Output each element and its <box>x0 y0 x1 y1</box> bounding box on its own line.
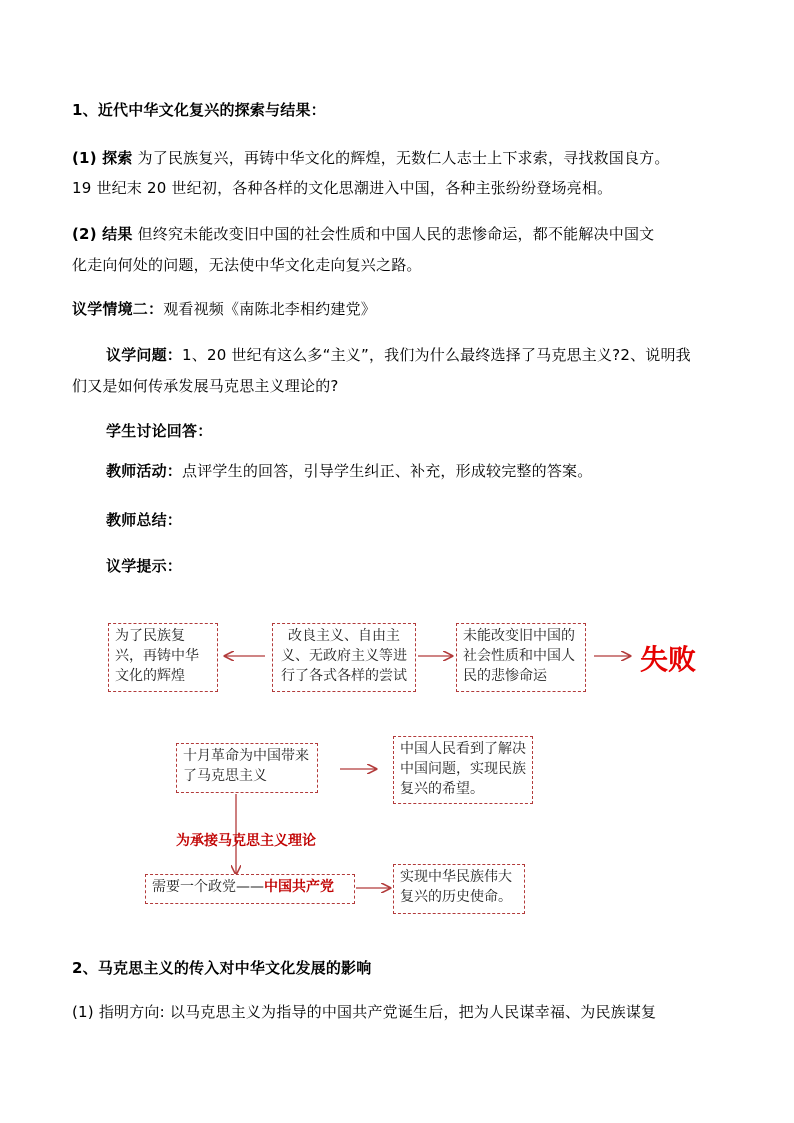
explore-label: (1) 探索 <box>72 149 133 167</box>
hint-label: 议学提示： <box>106 557 183 575</box>
result-label: (2) 结果 <box>72 225 133 243</box>
scenario-label: 议学情境二： <box>72 300 164 318</box>
question-line1: 1、20 世纪有这么多“主义”，我们为什么最终选择了马克思主义?2、说明我 <box>182 346 691 364</box>
box-october-revolution: 十月革命为中国带来了马克思主义 <box>176 743 318 793</box>
section2-item1 <box>72 997 732 1027</box>
explore-line2: 19 世纪末 20 世纪初，各种各样的文化思潮进入中国，各种主张纷纷登场亮相。 <box>72 179 613 197</box>
need-party-prefix: 需要一个政党—— <box>152 879 264 895</box>
discussion-label: 学生讨论回答： <box>106 422 213 440</box>
mid-label: 为承接马克思主义理论 <box>176 833 316 849</box>
box-various-attempts: 改良主义、自由主义、无政府主义等进行了各式各样的尝试 <box>272 623 416 692</box>
section1-heading: 1、近代中华文化复兴的探索与结果： <box>72 101 326 119</box>
fail-label: 失败 <box>640 643 697 676</box>
section2-heading: 2、马克思主义的传入对中华文化发展的影响 <box>72 959 372 977</box>
question-line2: 们又是如何传承发展马克思主义理论的? <box>72 377 339 395</box>
scenario-text: 观看视频《南陈北李相约建党》 <box>163 300 377 318</box>
teacher-activity-text: 点评学生的回答，引导学生纠正、补充，形成较完整的答案。 <box>182 462 593 480</box>
teacher-summary-label: 教师总结： <box>106 511 183 529</box>
cpc-label: 中国共产党 <box>264 879 334 895</box>
result-line1: 但终究未能改变旧中国的社会性质和中国人民的悲惨命运，都不能解决中国文 <box>137 225 655 243</box>
box-hope: 中国人民看到了解决中国问题，实现民族复兴的希望。 <box>393 736 533 804</box>
box-failed-change: 未能改变旧中国的社会性质和中国人民的悲惨命运 <box>456 623 586 692</box>
box-revival-goal: 为了民族复兴，再铸中华文化的辉煌 <box>108 623 218 692</box>
result-line2: 化走向何处的问题，无法使中华文化走向复兴之路。 <box>72 256 422 274</box>
box-mission: 实现中华民族伟大复兴的历史使命。 <box>393 864 525 914</box>
box-need-party <box>145 874 355 904</box>
teacher-activity-label: 教师活动： <box>106 462 183 480</box>
item1-label: (1) 指明方向: <box>72 1003 165 1021</box>
question-label: 议学问题： <box>106 346 183 364</box>
item1-text: 以马克思主义为指导的中国共产党诞生后，把为人民谋幸福、为民族谋复 <box>169 1003 657 1021</box>
explore-line1: 为了民族复兴，再铸中华文化的辉煌，无数仁人志士上下求索，寻找救国良方。 <box>137 149 670 167</box>
